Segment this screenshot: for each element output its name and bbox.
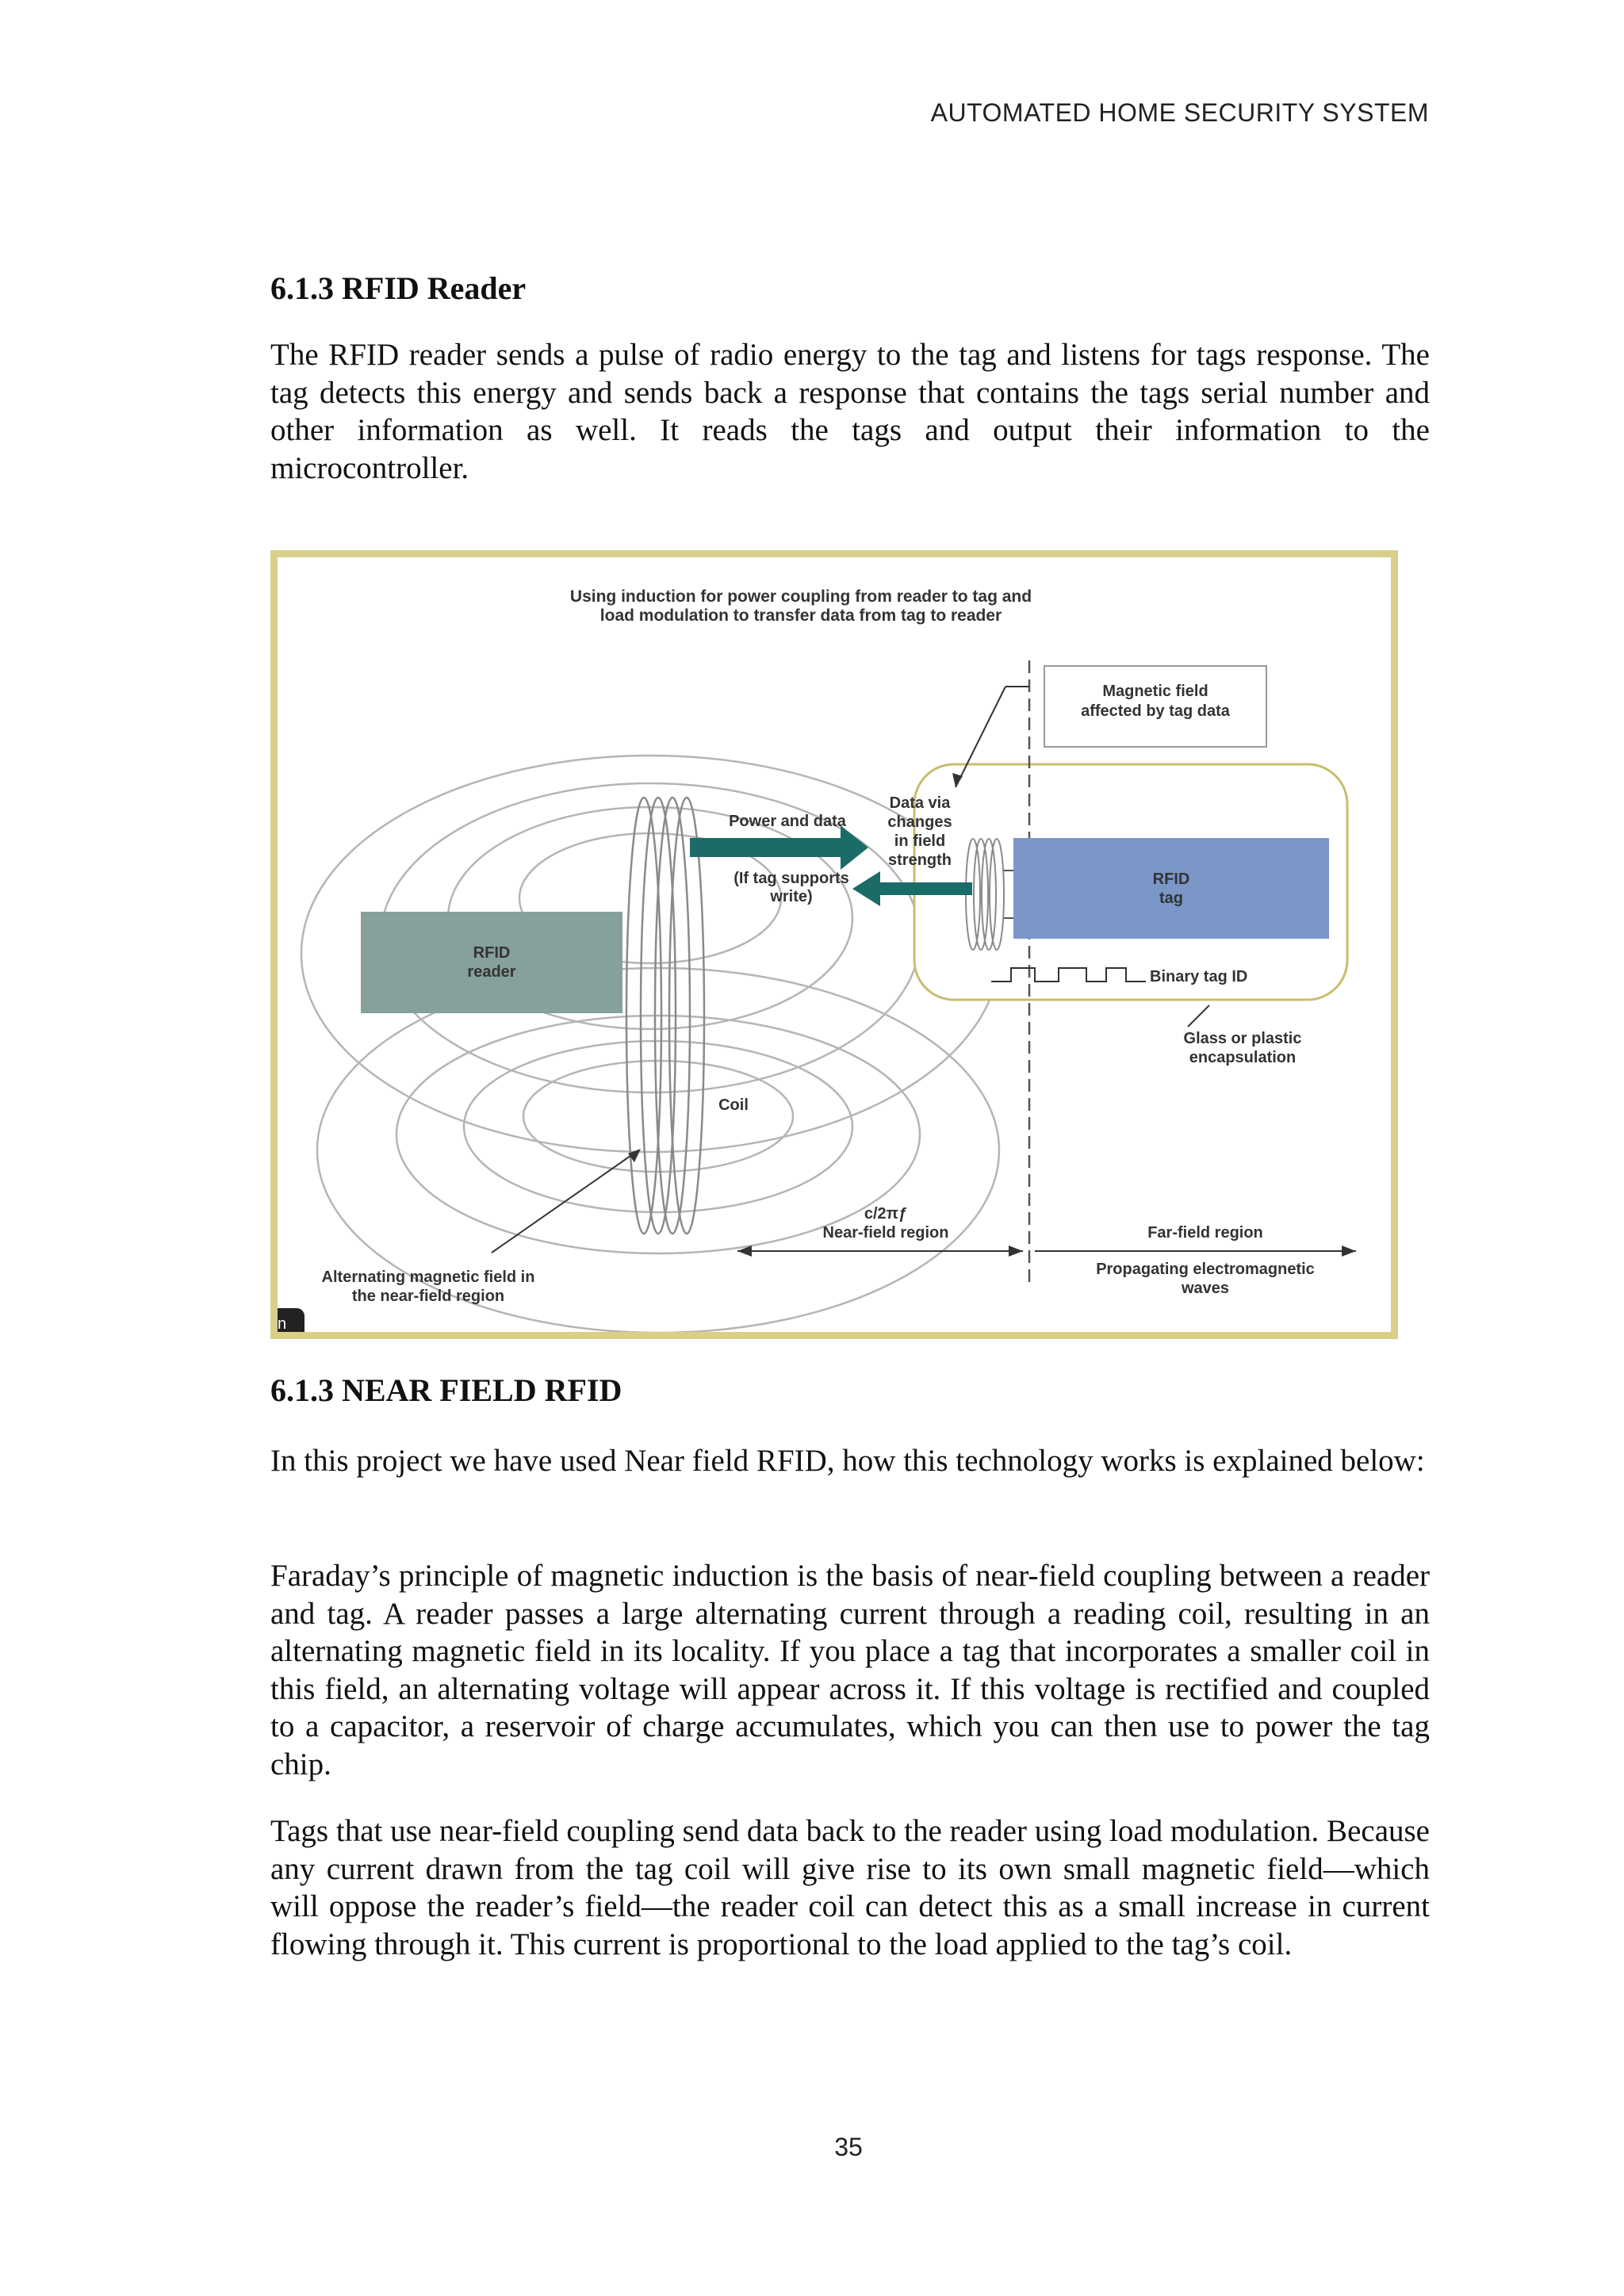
rfid-diagram (278, 557, 1391, 1332)
running-header: AUTOMATED HOME SECURITY SYSTEM (930, 98, 1429, 127)
alternating-label-1: Alternating magnetic field in (321, 1269, 535, 1286)
glass-label-1: Glass or plastic (1183, 1030, 1302, 1047)
if-tag-supports-label-2: write) (770, 888, 813, 905)
alternating-label-2: the near-field region (351, 1288, 505, 1305)
rfid-reader-label-2: reader (467, 963, 516, 981)
glass-label-2: encapsulation (1189, 1049, 1297, 1066)
c2pif-label: c/2πƒ (864, 1205, 908, 1223)
far-field-region-label: Far-field region (1147, 1224, 1263, 1242)
data-via-label-4: strength (888, 851, 952, 869)
figure-caption-1: Using induction for power coupling from reader to tag and (569, 587, 1032, 606)
power-and-data-label: Power and data (729, 813, 846, 830)
binary-tag-id-label: Binary tag ID (1150, 968, 1248, 985)
rfid-tag-label-1: RFID (1152, 871, 1190, 888)
section-heading-near-field: 6.1.3 NEAR FIELD RFID (270, 1372, 622, 1408)
page-number: 35 (834, 2133, 863, 2161)
rfid-tag-label-2: tag (1159, 890, 1183, 907)
figure-caption-2: load modulation to transfer data from tag to reader (599, 607, 1002, 625)
paragraph-faraday: Faraday’s principle of magnetic induction is the basis of near-field coupling between a reader and tag. A reader passes a large alternating current through a reading coil, resulting in an alternating magnetic field in its locality. If you place a tag that incorporates a smaller coil in this field, an alternating voltage will appear across it. If this voltage is rectified and coupled to a capacitor, a reservoir of charge accumulates, which you can then use to power the tag chip. (270, 1559, 1430, 1781)
propagating-label-2: waves (1181, 1280, 1230, 1297)
alternating-field-pointer (492, 1150, 638, 1253)
rfid-coupling-figure (270, 550, 1398, 1339)
paragraph-near-field-intro: In this project we have used Near field RFID, how this technology works is explained below: (270, 1444, 1425, 1478)
propagating-label-1: Propagating electromagnetic (1096, 1261, 1315, 1278)
rfid-tag-box (1013, 838, 1329, 939)
corner-tab: n (276, 1308, 304, 1334)
magnetic-field-label-2: affected by tag data (1081, 702, 1230, 720)
magnetic-field-label-1: Magnetic field (1102, 683, 1208, 700)
data-via-label-1: Data via (889, 794, 951, 812)
rfid-reader-box (361, 912, 622, 1013)
coil-label: Coil (718, 1096, 749, 1114)
rfid-reader-label-1: RFID (473, 944, 511, 962)
paragraph-rfid-reader: The RFID reader sends a pulse of radio energy to the tag and listens for tags response. The tag detects this energy and sends back a response that contains the tags serial number and other information as well. It reads the tags and output their information to the microcontroller. (270, 338, 1430, 485)
data-via-label-3: in field (894, 832, 946, 850)
data-via-label-2: changes (887, 813, 952, 831)
near-field-region-label: Near-field region (822, 1224, 949, 1242)
paragraph-load-modulation: Tags that use near-field coupling send data back to the reader using load modulation. Because any current drawn from the tag coil will give rise to its own small magnetic field—which will oppose the reader’s field—the reader coil can detect this as a small increase in current flowing through it. This current is proportional to the load applied to the tag’s coil. (270, 1814, 1430, 1961)
section-heading-rfid-reader: 6.1.3 RFID Reader (270, 270, 527, 306)
if-tag-supports-label-1: (If tag supports (733, 870, 849, 887)
